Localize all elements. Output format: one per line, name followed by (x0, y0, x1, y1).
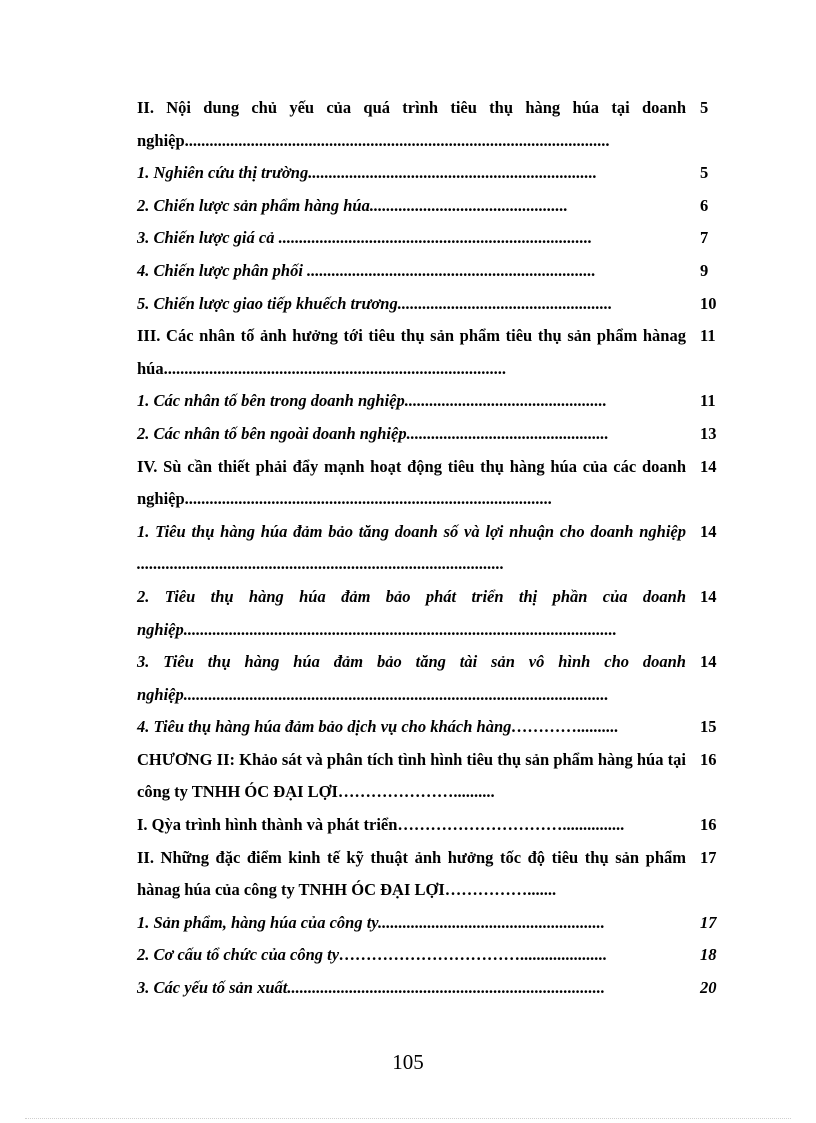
bottom-dotted-rule (25, 1118, 791, 1119)
toc-entry (137, 711, 727, 744)
toc-entry (137, 320, 727, 385)
toc-entry-title: 3. Các yếu tố sản xuất............................................................................. (137, 978, 605, 998)
toc-entry (137, 255, 727, 288)
toc-entry-page: 14 (700, 456, 717, 476)
toc-entry-page: 17 (700, 912, 717, 932)
toc-entry (137, 809, 727, 842)
toc-entry-page: 16 (700, 815, 717, 835)
toc-entry-page: 14 (700, 586, 717, 606)
toc-entry-page: 11 (700, 391, 716, 411)
toc-entry-title: 4. Tiêu thụ hàng húa đảm bảo dịch vụ cho khách hàng………….......... (137, 717, 619, 737)
toc-entry-title: 5. Chiến lược giao tiếp khuếch trương.................................................... (137, 293, 613, 313)
toc-entry-page: 9 (700, 260, 709, 280)
toc-entry-page: 5 (700, 163, 709, 183)
toc-entry-page: 7 (700, 228, 709, 248)
toc-entry-page: 6 (700, 195, 709, 215)
toc-entry-page: 13 (700, 423, 717, 443)
toc-entry-title: 1. Các nhân tố bên trong doanh nghiệp................................................. (137, 391, 607, 411)
toc-entry-title: III. Các nhân tố ảnh hưởng tới tiêu thụ sản phẩm tiêu thụ sản phẩm hànag húa................................................................................... (137, 326, 686, 378)
toc-entry (137, 190, 727, 223)
toc-entry (137, 646, 727, 711)
toc-entry (137, 581, 727, 646)
toc-entry (137, 744, 727, 809)
toc-entry-title: 2. Tiêu thụ hàng húa đảm bảo phát triển thị phần của doanh nghiệp......................................................................................................... (137, 586, 686, 639)
toc-entry (137, 92, 727, 157)
toc-entry-title: 2. Cơ cấu tổ chức của công ty……………………………..................... (137, 945, 608, 965)
toc-entry (137, 385, 727, 418)
toc-entry-title: 1. Sản phẩm, hàng húa của công ty....................................................... (137, 912, 605, 932)
page-number: 105 (392, 1050, 424, 1074)
toc-entry-title: I. Qỳa trình hình thành và phát triển…………………………............... (137, 815, 625, 835)
toc-entry-title: 3. Chiến lược giá cả ............................................................................ (137, 228, 593, 248)
toc-entry (137, 222, 727, 255)
toc-entry-title: II. Nội dung chủ yếu của quá trình tiêu thụ hàng húa tại doanh nghiệp....................................................................................................... (137, 98, 686, 150)
toc-entry (137, 842, 727, 907)
toc-entry-title: 1. Tiêu thụ hàng húa đảm bảo tăng doanh số và lợi nhuận cho doanh nghiệp ......................................................................................... (137, 521, 686, 574)
toc-entry (137, 972, 727, 1005)
toc-entry (137, 939, 727, 972)
toc-entry-page: 14 (700, 652, 717, 672)
toc-entry-page: 20 (700, 978, 717, 998)
toc-entry-page: 10 (700, 293, 717, 313)
toc-entry (137, 907, 727, 940)
toc-entry (137, 288, 727, 321)
toc-entry-title: 3. Tiêu thụ hàng húa đảm bảo tăng tài sản vô hình cho doanh nghiệp....................................................................................................... (137, 652, 686, 704)
toc-entry-page: 18 (700, 945, 717, 965)
toc-entry-title: 2. Các nhân tố bên ngoài doanh nghiệp................................................. (137, 423, 609, 443)
toc-entry-page: 15 (700, 717, 717, 737)
toc-entry (137, 451, 727, 516)
toc-entry-page: 16 (700, 749, 717, 769)
toc-entry (137, 418, 727, 451)
toc-entry (137, 516, 727, 581)
toc-entry-page: 11 (700, 326, 716, 346)
toc-entry-title: CHƯƠNG II: Khảo sát và phân tích tình hình tiêu thụ sản phẩm hàng húa tại công ty TNHH ÓC ĐẠI LỢI………………….......... (137, 749, 686, 802)
toc-entry-title: 2. Chiến lược sản phẩm hàng húa................................................ (137, 195, 568, 215)
toc-entry-page: 14 (700, 521, 717, 541)
toc-entry-title: 1. Nghiên cứu thị trường...................................................................... (137, 163, 597, 183)
toc-entry-title: II. Những đặc điểm kinh tế kỹ thuật ảnh hưởng tốc độ tiêu thụ sản phẩm hànag húa của công ty TNHH ÓC ĐẠI LỢI……………....... (137, 847, 686, 900)
toc-entry-page: 17 (700, 847, 717, 867)
table-of-contents (137, 92, 727, 1005)
toc-entry-page: 5 (700, 98, 709, 117)
toc-entry-title: IV. Sù cần thiết phải đẩy mạnh hoạt động tiêu thụ hàng húa của các doanh nghiệp......................................................................................... (137, 456, 686, 509)
toc-entry (137, 157, 727, 190)
toc-entry-title: 4. Chiến lược phân phối ...................................................................... (137, 260, 596, 280)
